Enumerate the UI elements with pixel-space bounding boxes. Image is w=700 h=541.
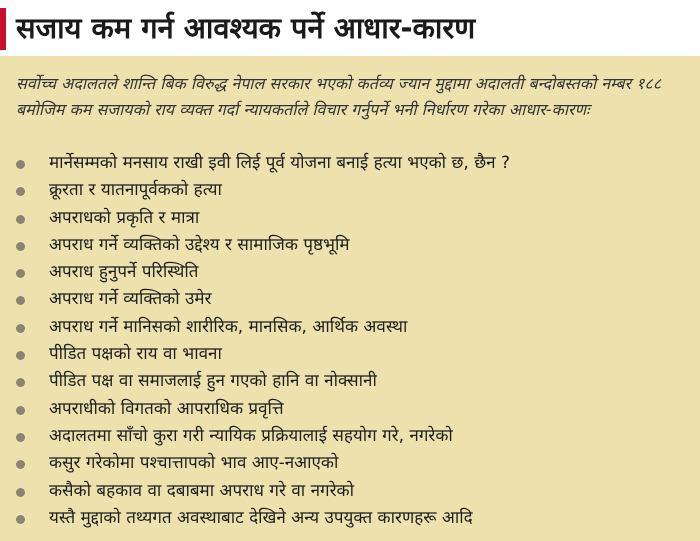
bullet-icon <box>16 433 25 442</box>
page-title: सजाय कम गर्न आवश्यक पर्ने आधार-कारण <box>16 11 476 45</box>
list-item-text: पीडित पक्ष वा समाजलाई हुन गएको हानि वा नोक्सानी <box>49 371 377 392</box>
list-item <box>14 232 694 259</box>
bullet-icon <box>16 324 25 333</box>
list-item-text: यस्तै मुद्दाको तथ्यगत अवस्थाबाट देखिने अन्य उपयुक्त कारणहरू आदि <box>49 507 473 528</box>
list-item-text: अपराधीको विगतको आपराधिक प्रवृत्ति <box>49 398 284 419</box>
factor-list <box>14 150 694 532</box>
bullet-icon <box>16 488 25 497</box>
list-item <box>14 150 694 177</box>
list-item-text: क्रूरता र यातनापूर्वकको हत्या <box>49 180 222 201</box>
title-accent-bar <box>0 8 6 50</box>
list-item <box>14 314 694 341</box>
list-item-text: मार्नेसम्मको मनसाय राखी इवी लिई पूर्व योजना बनाई हत्या भएको छ, छैन ? <box>49 153 510 173</box>
bullet-icon <box>16 242 25 251</box>
list-item <box>14 423 694 450</box>
list-item-text: अपराधको प्रकृति र मात्रा <box>49 207 200 228</box>
bullet-icon <box>16 160 25 169</box>
list-item <box>14 396 694 423</box>
list-item-text: अदालतमा साँचो कुरा गरी न्यायिक प्रक्रियालाई सहयोग गरे, नगरेको <box>49 425 453 446</box>
list-item-text: अपराध गर्ने मानिसको शारीरिक, मानसिक, आर्थिक अवस्था <box>49 316 408 337</box>
list-item <box>14 478 694 505</box>
list-item <box>14 177 694 204</box>
list-item-text: अपराध गर्ने व्यक्तिको उमेर <box>49 289 212 310</box>
list-item <box>14 341 694 368</box>
bullet-icon <box>16 296 25 305</box>
bullet-icon <box>16 269 25 278</box>
bullet-icon <box>16 378 25 387</box>
list-item <box>14 368 694 395</box>
bullet-icon <box>16 406 25 415</box>
intro-paragraph: सर्वोच्च अदालतले शान्ति बिक विरुद्ध नेपाल सरकार भएको कर्तव्य ज्यान मुद्दामा अदालती बन्दोबस्तको नम्बर १८८ बमोजिम कम सजायको राय व्यक्त गर्दा न्यायकर्ताले विचार गर्नुपर्ने भनी निर्धारण गरेका आधार-कारणः <box>16 74 662 119</box>
list-item-text: अपराध गर्ने व्यक्तिको उद्देश्य र सामाजिक पृष्ठभूमि <box>49 234 350 255</box>
list-item-text: कसैको बहकाव वा दबाबमा अपराध गरे वा नगरेको <box>49 480 354 501</box>
bullet-icon <box>16 351 25 360</box>
list-item-text: अपराध हुनुपर्ने परिस्थिति <box>49 262 199 283</box>
list-item <box>14 205 694 232</box>
bullet-icon <box>16 460 25 469</box>
title-bar <box>0 0 700 56</box>
bullet-icon <box>16 515 25 524</box>
list-item <box>14 286 694 313</box>
list-item <box>14 450 694 477</box>
bullet-icon <box>16 187 25 196</box>
list-item <box>14 505 694 532</box>
list-item-text: कसुर गरेकोमा पश्चात्तापको भाव आए-नआएको <box>49 453 339 474</box>
bullet-icon <box>16 215 25 224</box>
list-item-text: पीडित पक्षको राय वा भावना <box>49 344 222 365</box>
list-item <box>14 259 694 286</box>
